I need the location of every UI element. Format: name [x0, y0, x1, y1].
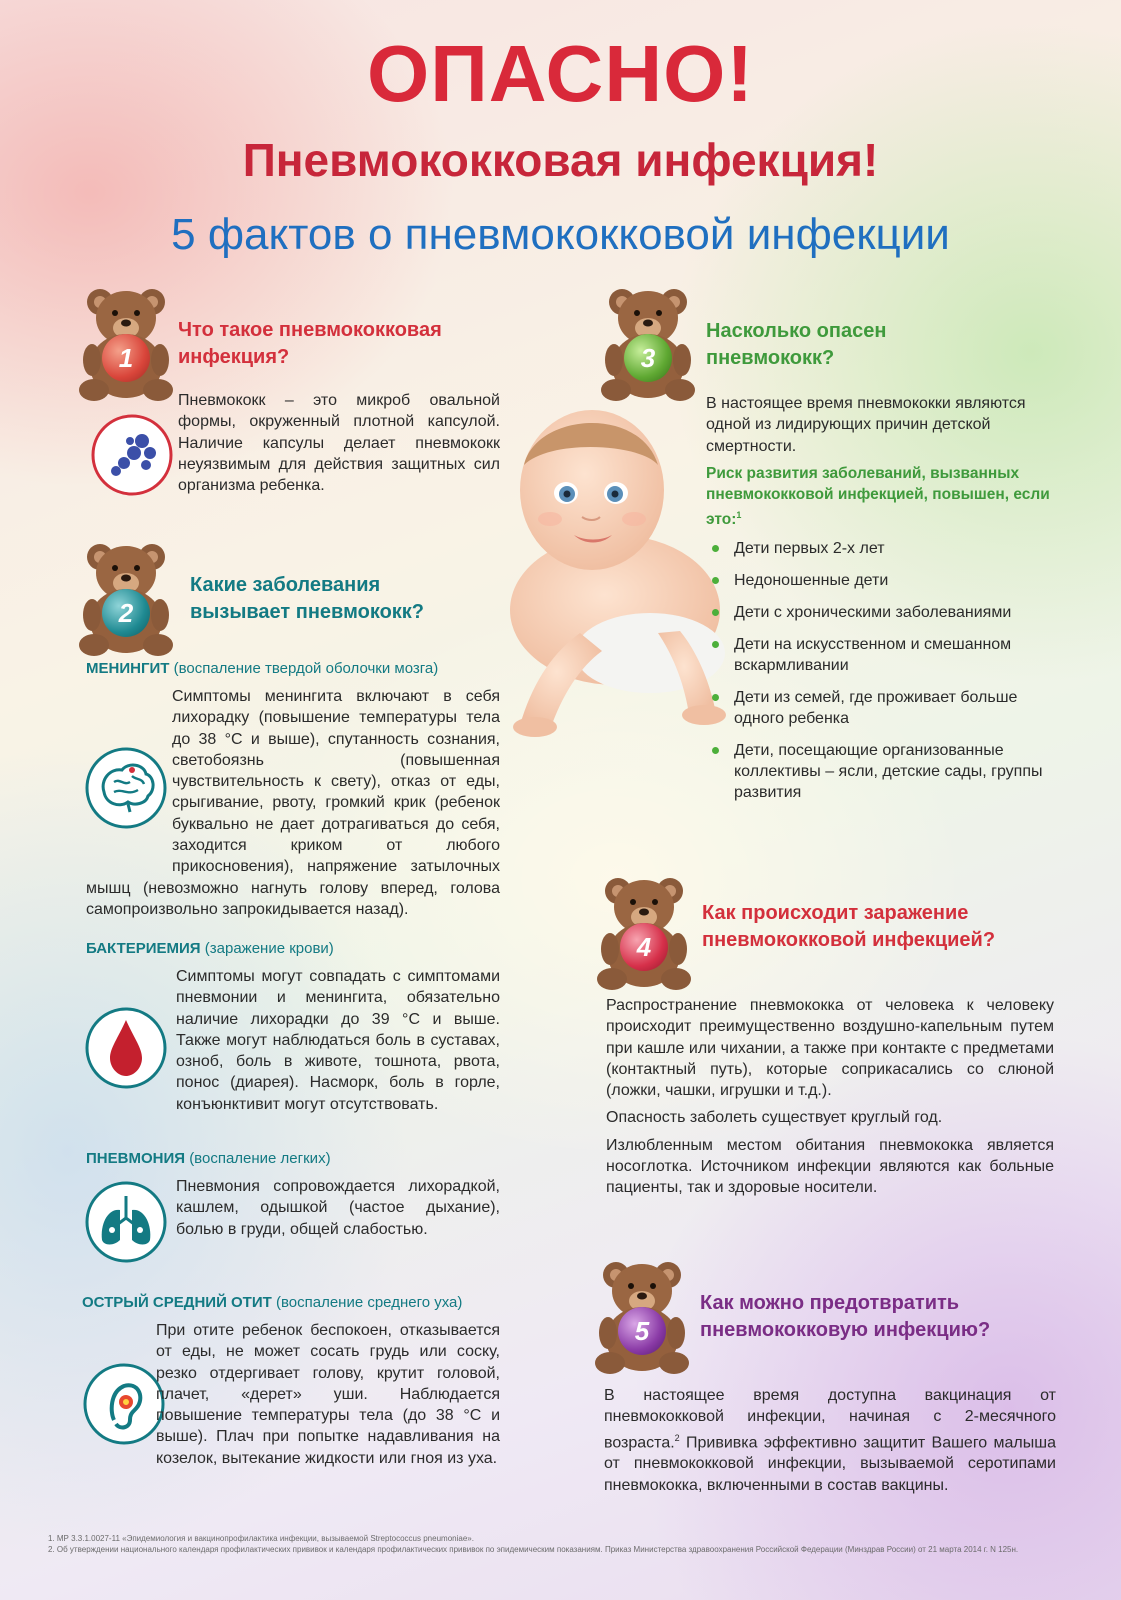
list-item: Дети из семей, где проживает больше одного ребенка [708, 687, 1052, 729]
lungs-icon [84, 1180, 168, 1264]
fact-number-badge: 5 [618, 1307, 666, 1355]
fact-5-text: В настоящее время доступна вакцинация от пневмококковой инфекции, начиная с 2-месячного возраста.$^2$ Прививка эффективно защитит Вашего малыша от пневмококковой инфекции, вызываемой серотипами пневмококка, включенными в состав вакцины. [604, 1387, 1056, 1494]
fact-1-heading: Что такое пневмококковая инфекция? [178, 319, 442, 368]
fact-number-badge: 3 [624, 334, 672, 382]
fact-number-badge: 4 [620, 923, 668, 971]
risk-list [708, 538, 1052, 814]
list-item: Дети первых 2-х лет [708, 538, 1052, 559]
footnotes: 1. МР 3.3.1.0027-11 «Эпидемиология и вакцинопрофилактика инфекции, вызываемой Streptococcus pneumoniae». 2. Об утверждении национального календаря профилактических прививок и календаря профилактических прививок по эпидемическим показаниям. Приказ Министерства здравоохранения Российской Федерации (Минздрав России) от 21 марта 2014 г. N 125н. [48, 1534, 1019, 1554]
meningitis-text: Симптомы менингита включают в себя лихорадку (повышение температуры тела до 38 °С и выше), спутанность сознания, светобоязнь (повышенная чувствительность к свету), отказ от еды, срыгивание, рвоту, громкий крик (ребенок буквально не дает дотрагиваться до себя, заходится криком от любого прикосновения), напряжение затылочных мышц (невозможно нагнуть голову вперед, голова самопроизвольно запрокидывается назад). [86, 688, 500, 918]
fact-4-heading: Как происходит заражение пневмококковой инфекцией? [702, 902, 996, 951]
list-item: Недоношенные дети [708, 570, 1052, 591]
fact-number-badge: 1 [102, 334, 150, 382]
microbe-icon [90, 413, 174, 497]
fact-4-text: Распространение пневмококка от человека к человеку происходит преимущественно воздушно-капельным путем при кашле или чихании, а также при контакте с предметами (контактный путь), которые соприкасались со слюной (ложки, чашки, игрушки и т.д.). Опасность заболеть существует круглый год. Излюбленным местом обитания пневмококка является носоглотка. Источником инфекции являются как больные пациенты, так и здоровые носители. [606, 997, 1054, 1197]
fact-5-heading: Как можно предотвратить пневмококковую инфекцию? [700, 1292, 991, 1341]
list-item: Дети, посещающие организованные коллективы – ясли, детские сады, группы развития [708, 740, 1052, 803]
list-item: Дети на искусственном и смешанном вскармливании [708, 634, 1052, 676]
page-subtitle: Пневмококковая инфекция! [242, 134, 879, 186]
fact-1-text: Пневмококк – это микроб овальной формы, окруженный плотной капсулой. Наличие капсулы делает пневмококк неуязвимым для действия защитных сил организма ребенка. [178, 392, 500, 495]
risk-intro: Риск развития заболеваний, вызванных пневмококковой инфекцией, повышен, если это:$^1$ [706, 465, 1050, 529]
fact-3-text: В настоящее время пневмококки являются одной из лидирующих причин детской смертности. [706, 395, 1026, 455]
fact-5-bear [594, 1255, 690, 1380]
bacteremia-title: БАКТЕРИЕМИЯ (заражение крови) [86, 940, 334, 957]
list-item: Дети с хроническими заболеваниями [708, 602, 1052, 623]
fact-1-bear [78, 282, 174, 407]
fact-3-heading: Насколько опасен пневмококк? [706, 320, 887, 369]
page-title: ОПАСНО! [367, 29, 754, 118]
otitis-text: При отите ребенок беспокоен, отказывается от еды, не может сосать грудь или соску, резко отдергивает голову, крутит головой, плачет, «дерет» уши. Наблюдается повышение температуры тела (до 38 °С и выше). Плач при попытке надавливания на козелок, вытекание жидкости или гноя из уха. [156, 1322, 500, 1467]
bacteremia-text: Симптомы могут совпадать с симптомами пневмонии и менингита, обязательно наличие лихорадки до 39 °С и выше. Также могут наблюдаться боль в суставах, озноб, боль в животе, тошнота, рвота, понос (диарея). Насморк, боль в горле, конъюнктивит могут отсутствовать. [176, 968, 500, 1113]
meningitis-title: МЕНИНГИТ (воспаление твердой оболочки мозга) [86, 660, 439, 677]
fact-number-badge: 2 [102, 589, 150, 637]
pneumonia-text: Пневмония сопровождается лихорадкой, кашлем, одышкой (частое дыхание), болью в груди, общей слабостью. [176, 1178, 500, 1238]
fact-4-bear [596, 871, 692, 996]
otitis-title: ОСТРЫЙ СРЕДНИЙ ОТИТ (воспаление среднего уха) [82, 1294, 463, 1311]
baby-photo [480, 395, 730, 740]
facts-title: 5 фактов о пневмококковой инфекции [171, 210, 950, 259]
pneumonia-title: ПНЕВМОНИЯ (воспаление легких) [86, 1150, 331, 1167]
fact-3-bear [600, 282, 696, 407]
fact-2-bear [78, 537, 174, 662]
fact-2-heading: Какие заболевания вызывает пневмококк? [190, 574, 425, 623]
